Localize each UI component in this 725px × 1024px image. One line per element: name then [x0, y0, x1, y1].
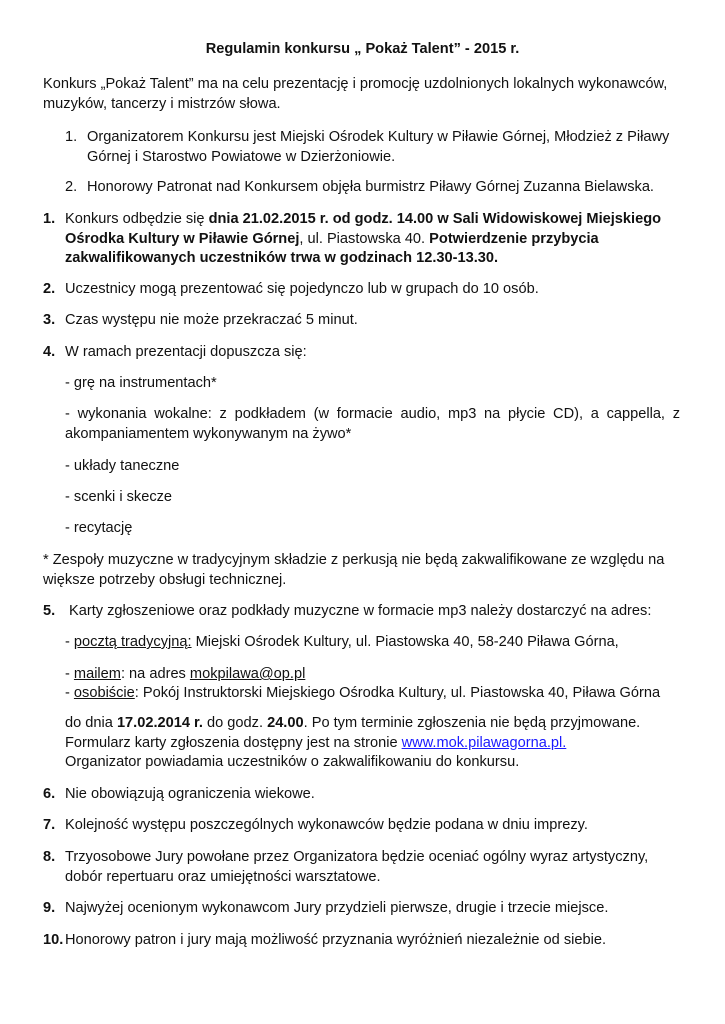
- item-7-text: Kolejność występu poszczególnych wykonawców będzie podana w dniu imprezy.: [65, 817, 588, 833]
- item-9-text: Najwyżej ocenionym wykonawcom Jury przydzieli pierwsze, drugie i trzecie miejsce.: [65, 900, 609, 916]
- option-dance: - układy taneczne: [65, 458, 180, 474]
- pre-item-2-text: Honorowy Patronat nad Konkursem objęła burmistrz Piławy Górnej Zuzanna Bielawska.: [87, 179, 654, 195]
- pre-item-1-text: Organizatorem Konkursu jest Miejski Ośrodek Kultury w Piławie Górnej, Młodzież z Piławy Górnej i Starostwo Powiatowe w Dzierżoniowie.: [87, 129, 670, 165]
- item-5-number: 5.: [43, 603, 56, 619]
- form-availability: Formularz karty zgłoszenia dostępny jest na stronie www.mok.pilawagorna.pl.: [65, 735, 567, 751]
- item-10-number: 10.: [43, 932, 64, 948]
- document-title: Regulamin konkursu „ Pokaż Talent” - 2015 r.: [205, 41, 520, 57]
- website-link[interactable]: www.mok.pilawagorna.pl.: [401, 735, 567, 751]
- item-6-number: 6.: [43, 786, 56, 802]
- option-vocal: - wykonania wokalne: z podkładem (w formacie audio, mp3 na płycie CD), a cappella, z akompaniamentem wykonywanym na żywo*: [65, 406, 680, 442]
- item-10-text: Honorowy patron i jury mają możliwość przyznania wyróżnień niezależnie od siebie.: [65, 932, 607, 948]
- item-1-number: 1.: [43, 211, 56, 227]
- item-3-number: 3.: [43, 312, 56, 328]
- address-mail: - mailem: na adres mokpilawa@op.pl: [65, 666, 306, 682]
- item-2-number: 2.: [43, 281, 56, 297]
- option-sketches: - scenki i skecze: [65, 489, 173, 505]
- item-7-number: 7.: [43, 817, 56, 833]
- item-8-text: Trzyosobowe Jury powołane przez Organizatora będzie oceniać ogólny wyraz artystyczny, dobór repertuaru oraz umiejętności warsztatowe.: [65, 849, 649, 885]
- item-1-text: Konkurs odbędzie się dnia 21.02.2015 r. od godz. 14.00 w Sali Widowiskowej Miejskiego Ośrodka Kultury w Piławie Górnej, ul. Piastowska 40. Potwierdzenie przybycia zakwalifikowanych uczestników trwa w godzinach 12.30-13.30.: [65, 211, 662, 266]
- item-6-text: Nie obowiązują ograniczenia wiekowe.: [65, 786, 315, 802]
- option-recitation: - recytację: [65, 520, 133, 536]
- item-8-number: 8.: [43, 849, 56, 865]
- item-3-text: Czas występu nie może przekraczać 5 minut.: [65, 312, 358, 328]
- address-post: - pocztą tradycyjną: Miejski Ośrodek Kultury, ul. Piastowska 40, 58-240 Piława Górna,: [65, 634, 619, 650]
- option-instruments: - grę na instrumentach*: [65, 375, 217, 391]
- item-5-text: Karty zgłoszeniowe oraz podkłady muzyczne w formacie mp3 należy dostarczyć na adres:: [69, 603, 652, 619]
- item-2-text: Uczestnicy mogą prezentować się pojedynczo lub w grupach do 10 osób.: [65, 281, 539, 297]
- item-9-number: 9.: [43, 900, 56, 916]
- item-4-number: 4.: [43, 344, 56, 360]
- footnote: * Zespoły muzyczne w tradycyjnym składzie z perkusją nie będą zakwalifikowane ze względu na większe potrzeby obsługi technicznej.: [43, 552, 665, 588]
- pre-item-1-number: 1.: [65, 129, 78, 145]
- address-personal: - osobiście: Pokój Instruktorski Miejskiego Ośrodka Kultury, ul. Piastowska 40, Piława Górna: [65, 685, 661, 701]
- email-link[interactable]: mokpilawa@op.pl: [189, 666, 306, 682]
- notify-text: Organizator powiadamia uczestników o zakwalifikowaniu do konkursu.: [65, 754, 520, 770]
- intro-paragraph: Konkurs „Pokaż Talent” ma na celu prezentację i promocję uzdolnionych lokalnych wykonawców, muzyków, tancerzy i mistrzów słowa.: [43, 76, 668, 112]
- item-4-text: W ramach prezentacji dopuszcza się:: [65, 344, 307, 360]
- deadline-text: do dnia 17.02.2014 r. do godz. 24.00. Po tym terminie zgłoszenia nie będą przyjmowane.: [65, 715, 641, 731]
- pre-item-2-number: 2.: [65, 179, 78, 195]
